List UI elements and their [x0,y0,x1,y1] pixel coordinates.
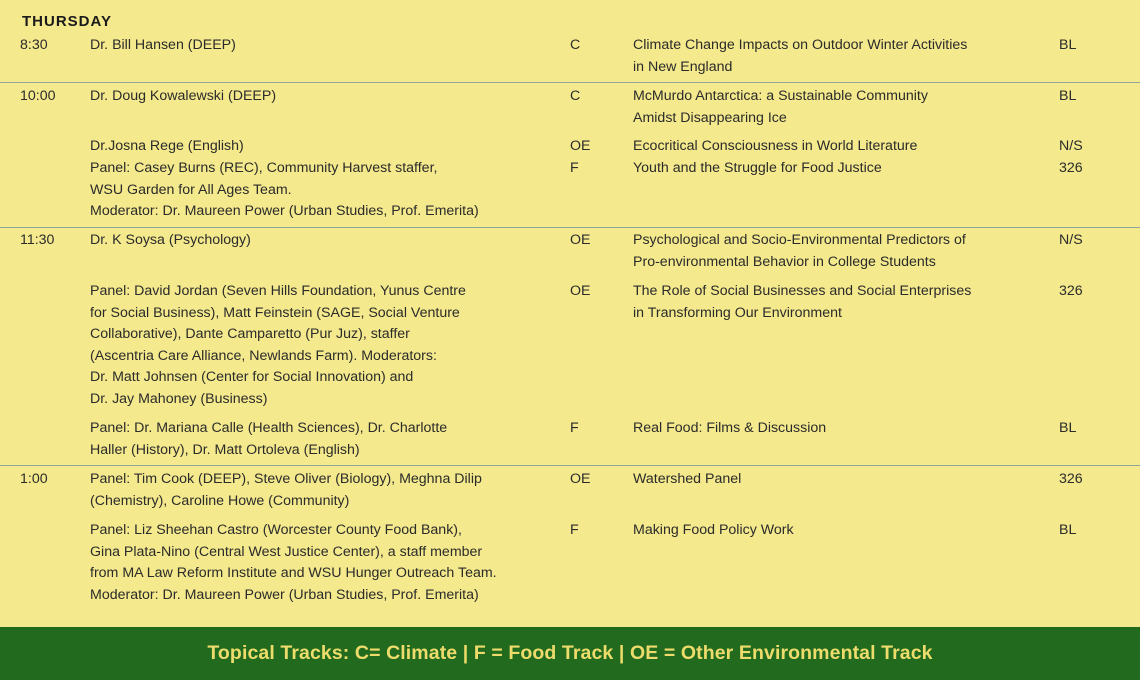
session-title-line: Making Food Policy Work [633,522,794,538]
session-presenter [90,136,244,158]
session-time: 10:00 [20,88,56,104]
session-presenter [90,520,497,606]
session-title [633,418,826,440]
session-presenter-line: Panel: Casey Burns (REC), Community Harvest staffer, [90,160,438,176]
divider [0,82,1140,83]
session-title [633,230,966,273]
session-presenter-line: Moderator: Dr. Maureen Power (Urban Studies, Prof. Emerita) [90,586,479,603]
session-track: F [570,420,579,436]
session-time: 8:30 [20,37,48,53]
divider [0,465,1140,466]
session-time: 1:00 [20,471,48,487]
session-track: C [570,88,581,104]
session-presenter-line: WSU Garden for All Ages Team. [90,181,292,198]
session-presenter-line: (Ascentria Care Alliance, Newlands Farm). Moderators: [90,347,437,364]
session-room: BL [1059,420,1077,436]
tracks-legend-bar [0,627,1140,680]
session-presenter-line: from MA Law Reform Institute and WSU Hunger Outreach Team. [90,565,497,581]
session-title [633,158,882,180]
session-title-line: Real Food: Films & Discussion [633,420,827,436]
session-track: OE [570,283,591,299]
session-room: BL [1059,37,1077,53]
session-presenter-line: Dr. Bill Hansen (DEEP) [90,37,236,53]
session-title [633,469,741,491]
session-time: 11:30 [20,232,55,248]
session-presenter-line: Dr. Matt Johnsen (Center for Social Innovation) and [90,369,414,385]
session-title-line: Ecocritical Consciousness in World Literature [633,138,918,154]
session-room: N/S [1059,232,1083,248]
session-presenter [90,281,466,410]
session-presenter [90,158,479,223]
session-title-line: Psychological and Socio-Environmental Predictors of [633,232,966,248]
session-title-line: McMurdo Antarctica: a Sustainable Community [633,88,928,104]
session-presenter-line: Gina Plata-Nino (Central West Justice Center), a staff member [90,543,483,560]
session-presenter [90,418,447,461]
session-title [633,520,794,542]
session-title-line: Youth and the Struggle for Food Justice [633,160,882,176]
session-title-line: Climate Change Impacts on Outdoor Winter Activities [633,37,968,53]
session-room: BL [1059,522,1077,538]
session-title-line: The Role of Social Businesses and Social Enterprises [633,283,972,299]
session-room: 326 [1059,160,1083,176]
session-presenter [90,86,276,108]
session-title [633,35,967,78]
session-presenter-line: (Chemistry), Caroline Howe (Community) [90,492,350,509]
session-presenter-line: for Social Business), Matt Feinstein (SAGE, Social Venture [90,304,460,321]
session-presenter [90,35,236,57]
session-presenter-line: Collaborative), Dante Camparetto (Pur Juz), staffer [90,326,410,342]
session-presenter-line: Panel: David Jordan (Seven Hills Foundation, Yunus Centre [90,283,466,299]
session-presenter [90,230,251,252]
session-presenter-line: Panel: Tim Cook (DEEP), Steve Oliver (Biology), Meghna Dilip [90,471,482,487]
session-title-line: Watershed Panel [633,471,742,487]
session-presenter-line: Panel: Liz Sheehan Castro (Worcester County Food Bank), [90,522,462,538]
session-title-line: Pro-environmental Behavior in College Students [633,253,936,270]
session-title [633,136,917,158]
divider [0,227,1140,228]
session-track: C [570,37,581,53]
session-title [633,281,971,324]
session-presenter-line: Panel: Dr. Mariana Calle (Health Sciences), Dr. Charlotte [90,420,448,436]
session-presenter-line: Haller (History), Dr. Matt Ortoleva (English) [90,441,360,458]
session-title-line: in Transforming Our Environment [633,304,842,321]
session-track: F [570,160,579,176]
session-title-line: in New England [633,58,733,75]
day-heading: THURSDAY [22,13,112,30]
session-title [633,86,928,129]
session-track: OE [570,138,591,154]
session-presenter [90,469,482,512]
session-presenter-line: Moderator: Dr. Maureen Power (Urban Studies, Prof. Emerita) [90,203,479,219]
session-room: 326 [1059,471,1083,487]
session-track: OE [570,232,591,248]
session-presenter-line: Dr.Josna Rege (English) [90,138,244,154]
session-presenter-line: Dr. K Soysa (Psychology) [90,232,251,248]
session-track: OE [570,471,591,487]
tracks-legend: Topical Tracks: C= Climate | F = Food Track | OE = Other Environmental Track [207,642,933,664]
session-title-line: Amidst Disappearing Ice [633,109,787,126]
session-room: BL [1059,88,1077,104]
session-track: F [570,522,579,538]
session-room: N/S [1059,138,1083,154]
session-presenter-line: Dr. Doug Kowalewski (DEEP) [90,88,277,104]
session-presenter-line: Dr. Jay Mahoney (Business) [90,390,268,407]
session-room: 326 [1059,283,1083,299]
